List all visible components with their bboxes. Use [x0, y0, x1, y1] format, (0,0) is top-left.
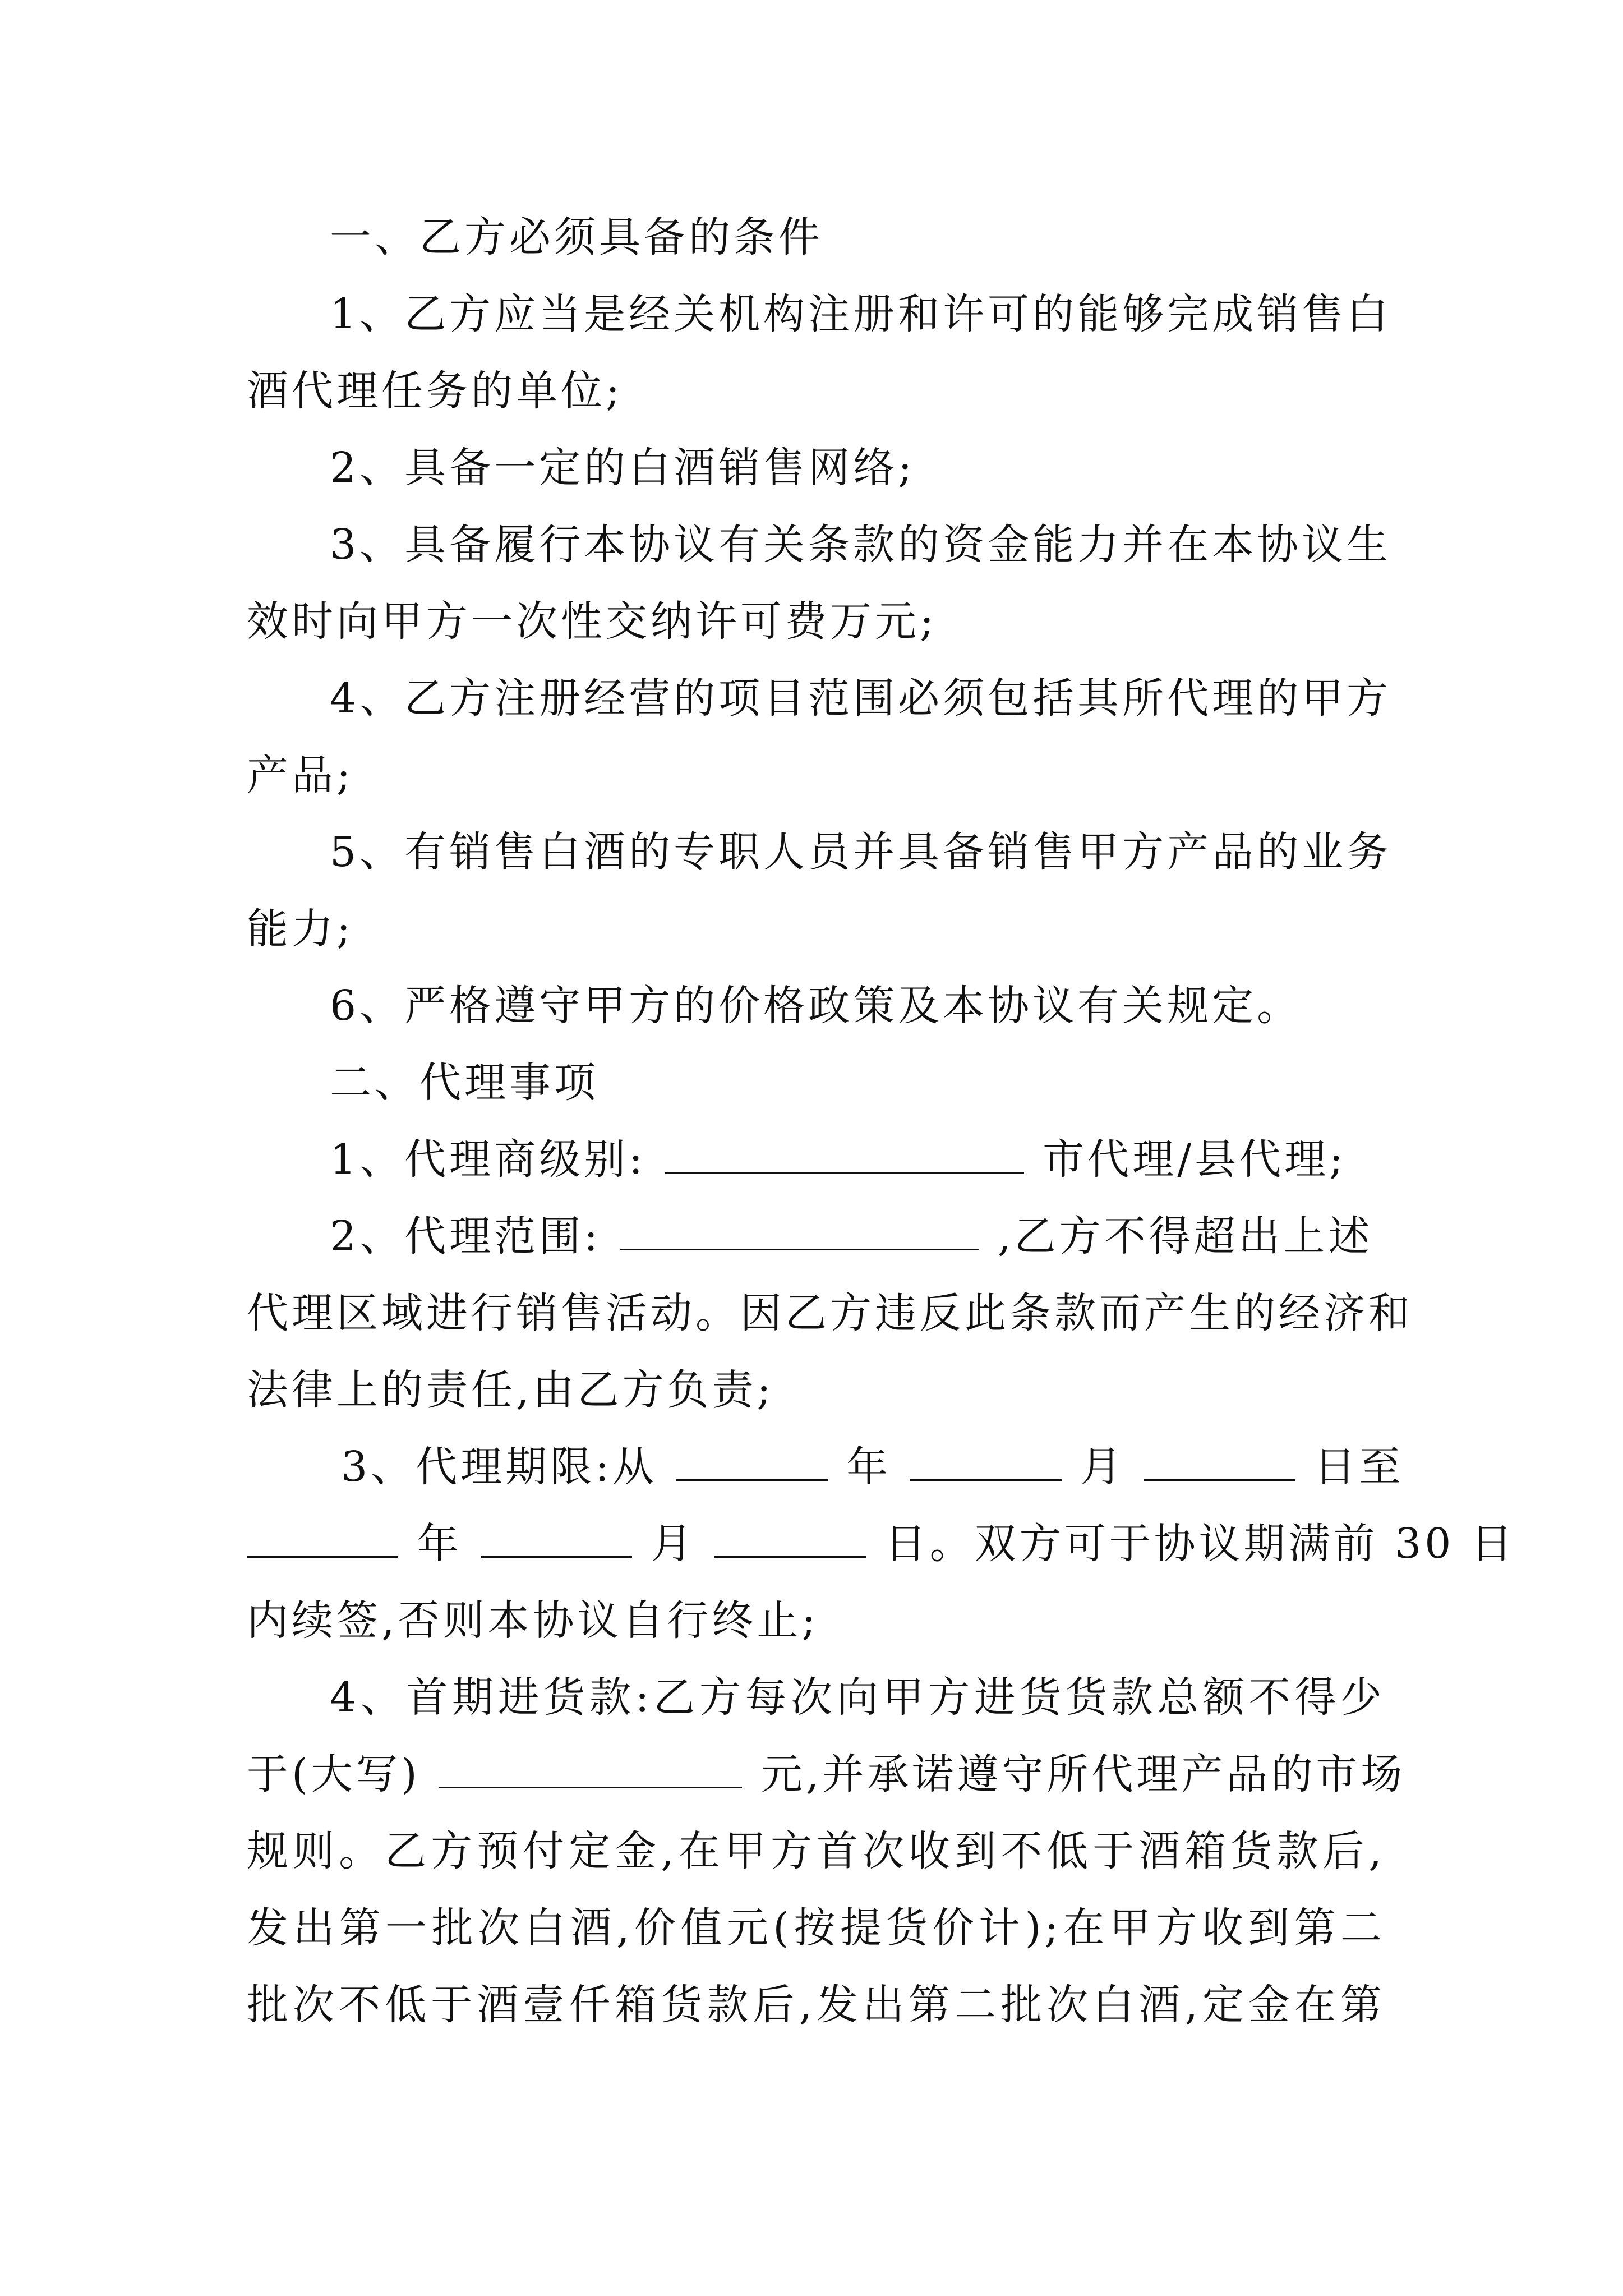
paragraph-line	[247, 1967, 1385, 2044]
paragraph-line	[247, 1198, 1385, 1275]
paragraph-line	[247, 1121, 1385, 1198]
paragraph-line	[247, 1429, 1404, 1506]
line-text: 元,并承诺遵守所代理产品的市场	[760, 1750, 1406, 1798]
line-text: 6、严格遵守甲方的价格政策及本协议有关规定。	[330, 982, 1302, 1030]
line-text: 发出第一批次白酒,价值元(按提货价计);在甲方收到第二	[247, 1904, 1385, 1952]
paragraph-line	[247, 1890, 1385, 1967]
line-text: 2、具备一定的白酒销售网络;	[330, 444, 916, 492]
line-text: 二、代理事项	[330, 1059, 599, 1107]
line-text: 日。双方可于协议期满前 30 日	[884, 1520, 1516, 1568]
line-text: 规则。乙方预付定金,在甲方首次收到不低于酒箱货款后,	[247, 1827, 1385, 1875]
paragraph-line	[247, 1582, 1385, 1659]
line-text: 法律上的责任,由乙方负责;	[247, 1366, 774, 1414]
line-text: 年	[846, 1443, 892, 1491]
paragraph-line	[247, 814, 1392, 891]
line-text: 酒代理任务的单位;	[247, 367, 623, 415]
paragraph-line	[247, 1813, 1385, 1890]
line-text: 3、具备履行本协议有关条款的资金能力并在本协议生	[330, 521, 1392, 569]
line-text: 批次不低于酒壹仟箱货款后,发出第二批次白酒,定金在第	[247, 1981, 1385, 2029]
line-text: 年	[417, 1520, 462, 1568]
line-text: 5、有销售白酒的专职人员并具备销售甲方产品的业务	[330, 828, 1392, 876]
agency-scope-blank[interactable]	[620, 1214, 979, 1250]
paragraph-line	[247, 968, 1385, 1045]
paragraph-line	[247, 1659, 1385, 1736]
paragraph-line	[247, 891, 1385, 968]
paragraph-line	[247, 737, 1385, 814]
agent-level-blank[interactable]	[665, 1137, 1024, 1174]
paragraph-line	[247, 353, 1385, 430]
paragraph-line	[247, 507, 1392, 583]
line-text: 代理区域进行销售活动。因乙方违反此条款而产生的经济和	[247, 1289, 1413, 1337]
paragraph-line	[247, 1352, 1385, 1429]
line-text: 效时向甲方一次性交纳许可费万元;	[247, 597, 937, 646]
line-text: 4、首期进货款:乙方每次向甲方进货货款总额不得少	[330, 1673, 1385, 1722]
paragraph-line	[247, 430, 1385, 507]
paragraph-line	[247, 276, 1392, 353]
start-day-blank[interactable]	[1144, 1444, 1295, 1481]
section-heading-agency	[247, 1045, 1385, 1121]
line-text: 日至	[1314, 1443, 1404, 1491]
end-month-blank[interactable]	[481, 1521, 632, 1558]
line-text: 于(大写)	[247, 1750, 421, 1798]
end-day-blank[interactable]	[714, 1521, 866, 1558]
line-text: 1、乙方应当是经关机构注册和许可的能够完成销售白	[330, 290, 1392, 338]
start-month-blank[interactable]	[910, 1444, 1062, 1481]
line-text: 能力;	[247, 905, 354, 953]
paragraph-line	[247, 660, 1392, 737]
section-heading-conditions	[247, 199, 1385, 276]
line-text: 一、乙方必须具备的条件	[330, 213, 823, 261]
start-year-blank[interactable]	[676, 1444, 828, 1481]
line-text: 内续签,否则本协议自行终止;	[247, 1596, 819, 1645]
line-text: ,乙方不得超出上述	[998, 1212, 1373, 1260]
line-text: 1、代理商级别:	[330, 1135, 647, 1184]
line-text: 市代理/县代理;	[1043, 1135, 1347, 1184]
document-body	[247, 199, 1516, 2044]
line-text: 月	[1080, 1443, 1126, 1491]
paragraph-line	[247, 1275, 1413, 1352]
amount-uppercase-blank[interactable]	[439, 1752, 742, 1788]
paragraph-line	[247, 583, 1385, 660]
end-year-blank[interactable]	[247, 1521, 398, 1558]
line-text: 产品;	[247, 751, 354, 799]
line-text: 3、代理期限:从	[341, 1443, 658, 1491]
paragraph-line	[247, 1506, 1516, 1582]
line-text: 4、乙方注册经营的项目范围必须包括其所代理的甲方	[330, 674, 1392, 723]
line-text: 月	[651, 1520, 696, 1568]
line-text: 2、代理范围:	[330, 1212, 602, 1260]
paragraph-line	[247, 1736, 1406, 1813]
